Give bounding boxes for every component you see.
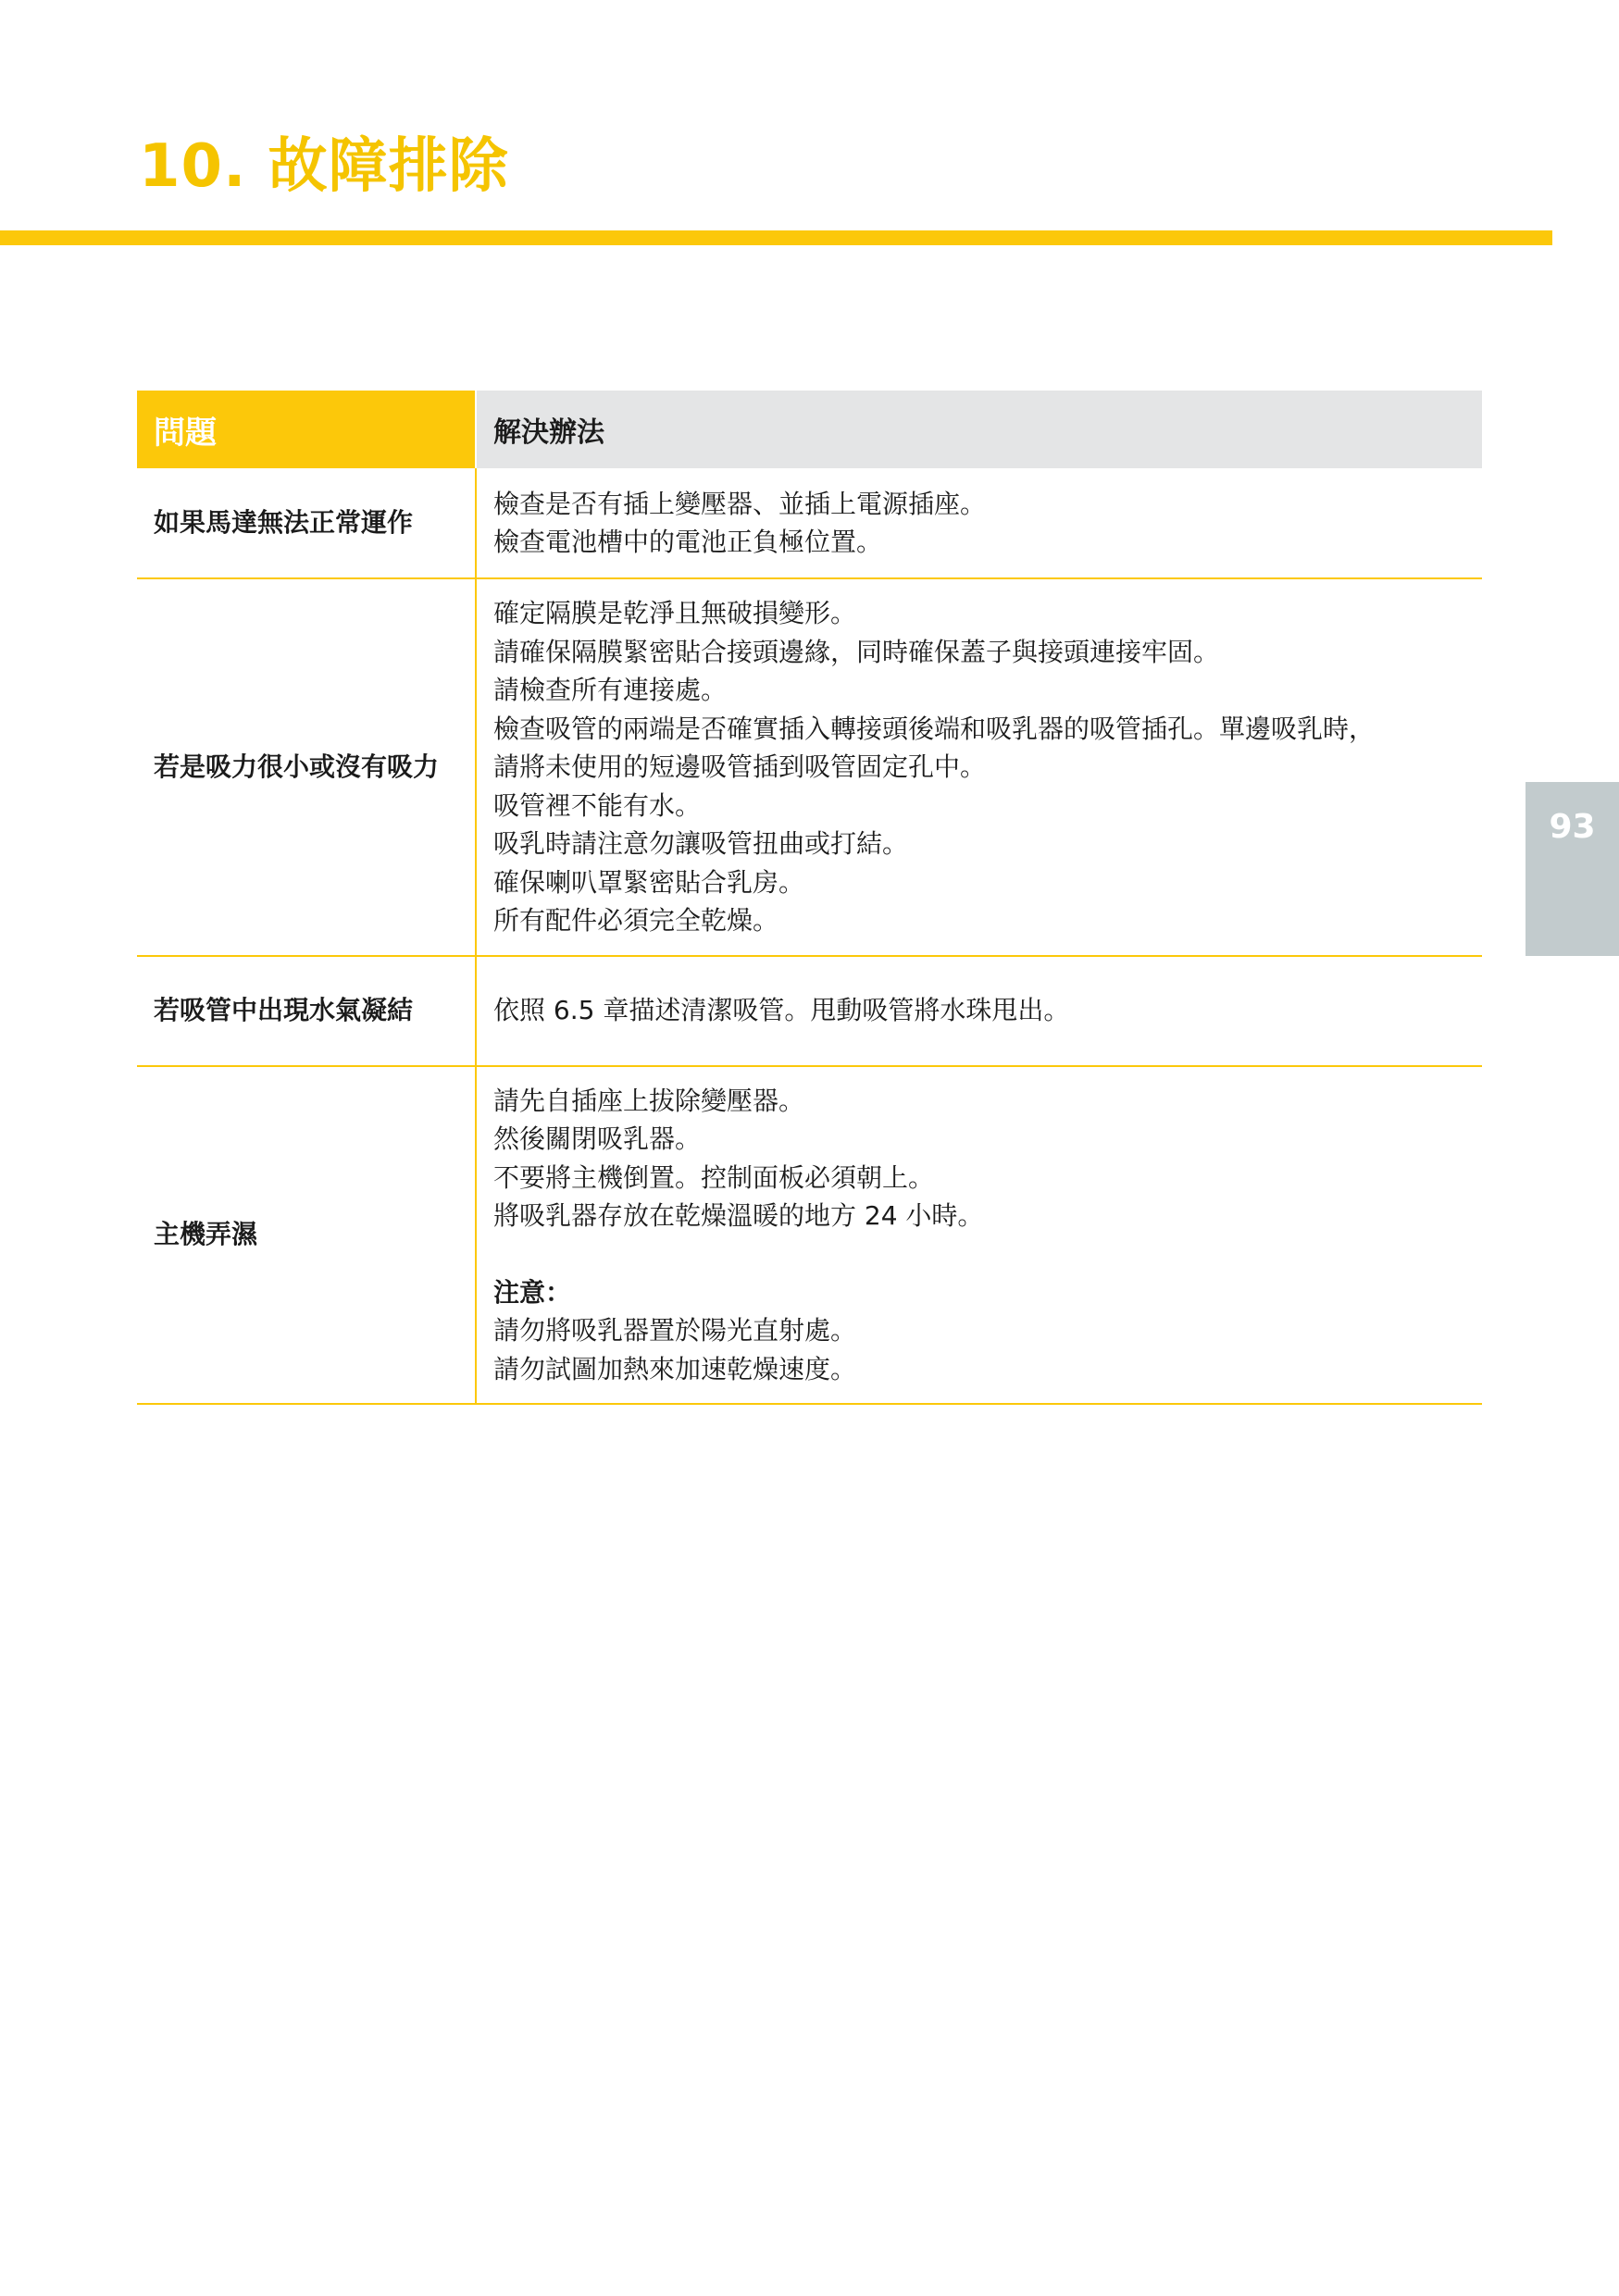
table-row <box>137 956 1482 1066</box>
title-underline <box>0 230 1552 245</box>
page-number: 93 <box>1549 808 1596 846</box>
solution-line: 請將未使用的短邊吸管插到吸管固定孔中。 <box>493 751 987 782</box>
table-row <box>137 578 1482 956</box>
solution-line: 確保喇叭罩緊密貼合乳房。 <box>493 866 805 898</box>
solution-cell <box>476 1066 1482 1405</box>
solution-line: 檢查吸管的兩端是否確實插入轉接頭後端和吸乳器的吸管插孔。單邊吸乳時， <box>493 713 1376 744</box>
solution-line: 將吸乳器存放在乾燥溫暖的地方 24 小時。 <box>493 1200 984 1231</box>
table-row <box>137 1066 1482 1405</box>
solution-line: 吸乳時請注意勿讓吸管扭曲或打結。 <box>493 828 909 859</box>
solution-line: 檢查是否有插上變壓器、並插上電源插座。 <box>493 488 987 519</box>
troubleshooting-table <box>137 391 1482 1405</box>
solution-line: 然後關閉吸乳器。 <box>493 1123 702 1154</box>
problem-cell: 如果馬達無法正常運作 <box>137 468 476 578</box>
problem-cell: 若是吸力很小或沒有吸力 <box>137 578 476 956</box>
table-header-row <box>137 391 1482 468</box>
solution-column-header: 解決辦法 <box>476 391 1482 468</box>
solution-cell <box>476 578 1482 956</box>
solution-line: 請確保隔膜緊密貼合接頭邊緣，同時確保蓋子與接頭連接牢固。 <box>493 636 1220 667</box>
solution-cell <box>476 468 1482 578</box>
page-title: 10. 故障排除 <box>139 132 509 201</box>
solution-line: 吸管裡不能有水。 <box>493 789 702 821</box>
problem-cell: 主機弄濕 <box>137 1066 476 1405</box>
solution-line: 請先自插座上拔除變壓器。 <box>493 1085 805 1116</box>
note-line: 請勿將吸乳器置於陽光直射處。 <box>493 1315 857 1346</box>
table-row <box>137 468 1482 578</box>
solution-line: 依照 6.5 章描述清潔吸管。甩動吸管將水珠甩出。 <box>493 995 1070 1026</box>
solution-cell <box>476 956 1482 1066</box>
problem-column-header: 問題 <box>137 391 476 468</box>
note-line: 請勿試圖加熱來加速乾燥速度。 <box>493 1353 857 1384</box>
solution-line: 所有配件必須完全乾燥。 <box>493 905 779 936</box>
solution-line: 檢查電池槽中的電池正負極位置。 <box>493 527 883 557</box>
solution-line: 請檢查所有連接處。 <box>493 675 728 705</box>
problem-cell: 若吸管中出現水氣凝結 <box>137 956 476 1066</box>
solution-line: 確定隔膜是乾淨且無破損變形。 <box>493 598 857 628</box>
solution-line: 不要將主機倒置。控制面板必須朝上。 <box>493 1161 935 1193</box>
page-number-tab <box>1526 782 1619 956</box>
note-heading: 注意： <box>493 1276 572 1308</box>
